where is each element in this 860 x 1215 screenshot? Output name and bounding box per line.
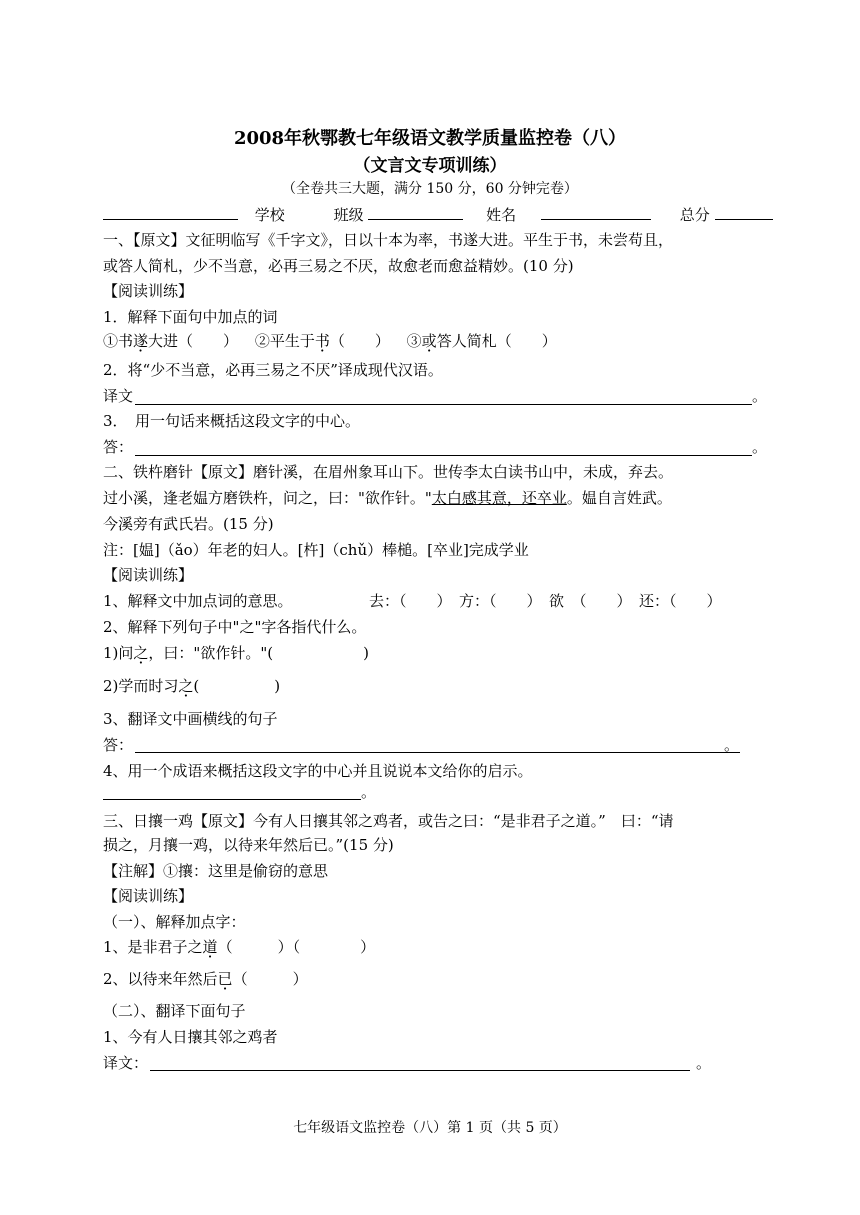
s3-reading-heading: 【阅读训练】 (103, 887, 194, 905)
s1-q2-answer-label: 译文 (103, 387, 134, 405)
school-blank[interactable] (103, 204, 238, 220)
s2-text-line2: 过小溪，逢老媪方磨铁杵，问之，曰："欲作针。"太白感其意，还卒业。媪自言姓武。 (103, 489, 672, 507)
s2-q4-answer-line[interactable] (103, 799, 361, 800)
page-footer: 七年级语文监控卷（八）第 1 页（共 5 页） (293, 1120, 567, 1136)
class-label: 班级 (333, 206, 364, 224)
s2-q1-items: 去：（ ） 方：（ ） 欲 （ ） 还：（ ） (369, 592, 722, 610)
underlined-sentence: 太白感其意，还卒业 (431, 489, 567, 507)
s3-part1: （一）、解释加点字： (103, 913, 246, 931)
s1-q3: 3． 用一句话来概括这段文字的中心。 (103, 412, 361, 430)
s2-q3-period: 。 (724, 736, 740, 754)
class-blank[interactable] (368, 204, 463, 220)
name-blank[interactable] (541, 204, 651, 220)
s2-text-line1: 二、铁杵磨针【原文】磨针溪，在眉州象耳山下。世传李太白读书山中，未成，弃去。 (103, 463, 674, 481)
name-label: 姓名 (486, 206, 517, 224)
s1-q3-answer-label: 答： (103, 438, 134, 456)
s3-q1: 1、是非君子之道（ ）（ ） (103, 938, 376, 956)
s2-q3-answer-label: 答： (103, 736, 134, 754)
s3-note: 【注解】①攘：这里是偷窃的意思 (103, 862, 329, 880)
dotted-char: 之 (178, 677, 194, 695)
dotted-char: 书 (314, 332, 330, 350)
exam-title: 2008年秋鄂教七年级语文教学质量监控卷（八） (233, 128, 627, 149)
s2-q4: 4、用一个成语来概括这段文字的中心并且说说本文给你的启示。 (103, 762, 533, 780)
s3-q3-answer-line[interactable] (150, 1070, 690, 1071)
s1-q2-answer-line[interactable] (135, 404, 752, 405)
s3-text-line2: 损之，月攘一鸡，以待来年然后已。”(15 分) (103, 836, 394, 854)
s1-q1-items: ①书遂大进（ ） ②平生于书（ ） ③或答人简札（ ） (103, 332, 557, 350)
s3-q3-period: 。 (696, 1054, 712, 1072)
dotted-char: 或 (421, 332, 437, 350)
s1-q3-period: 。 (752, 438, 768, 456)
s2-reading-heading: 【阅读训练】 (103, 566, 194, 584)
s1-q2-period: 。 (752, 387, 768, 405)
s2-q2b: 2)学而时习之( ) (103, 677, 281, 695)
exam-subtitle: （文言文专项训练） (353, 156, 507, 176)
s2-text-line3: 今溪旁有武氏岩。(15 分) (103, 515, 274, 533)
dotted-char: 之 (133, 644, 149, 662)
total-label: 总分 (679, 206, 710, 224)
total-blank[interactable] (715, 204, 773, 220)
s2-q2: 2、解释下列句子中"之"字各指代什么。 (103, 618, 367, 636)
s1-text-line2: 或答人简札，少不当意，必再三易之不厌，故愈老而愈益精妙。(10 分) (103, 257, 574, 275)
s1-q1: 1．解释下面句中加点的词 (103, 308, 278, 326)
dotted-char: 遂 (133, 332, 149, 350)
s1-reading-heading: 【阅读训练】 (103, 282, 194, 300)
s2-note: 注：[媪]（ǎo）年老的妇人。[杵]（chǔ）棒槌。[卒业]完成学业 (103, 541, 529, 559)
s2-q3-answer-line[interactable] (135, 752, 740, 753)
s2-q2a: 1)问之，曰："欲作针。"( ) (103, 644, 369, 662)
s3-q3: 1、今有人日攘其邻之鸡者 (103, 1028, 278, 1046)
s3-q3-answer-label: 译文： (103, 1054, 149, 1072)
school-label: 学校 (254, 206, 285, 224)
student-info-row (103, 204, 773, 225)
s3-q2: 2、以待来年然后已（ ） (103, 970, 308, 988)
s3-text-line1: 三、日攘一鸡【原文】今有人日攘其邻之鸡者，或告之曰：“是非君子之道。” 曰：“请 (103, 812, 674, 830)
s2-q1: 1、解释文中加点词的意思。 (103, 592, 293, 610)
s1-q3-answer-line[interactable] (135, 455, 752, 456)
s1-q2: 2．将“少不当意，必再三易之不厌”译成现代汉语。 (103, 361, 443, 379)
s3-part2: （二）、翻译下面句子 (103, 1002, 246, 1020)
dotted-char: 道 (202, 938, 218, 956)
exam-info: （全卷共三大题，满分 150 分，60 分钟完卷） (282, 181, 578, 197)
s2-q3: 3、翻译文中画横线的句子 (103, 710, 278, 728)
s2-q4-period: 。 (361, 783, 377, 801)
dotted-char: 已 (217, 970, 233, 988)
s1-text-line1: 一、【原文】文征明临写《千字文》，日以十本为率，书遂大进。平生于书，未尝苟且， (103, 231, 674, 249)
